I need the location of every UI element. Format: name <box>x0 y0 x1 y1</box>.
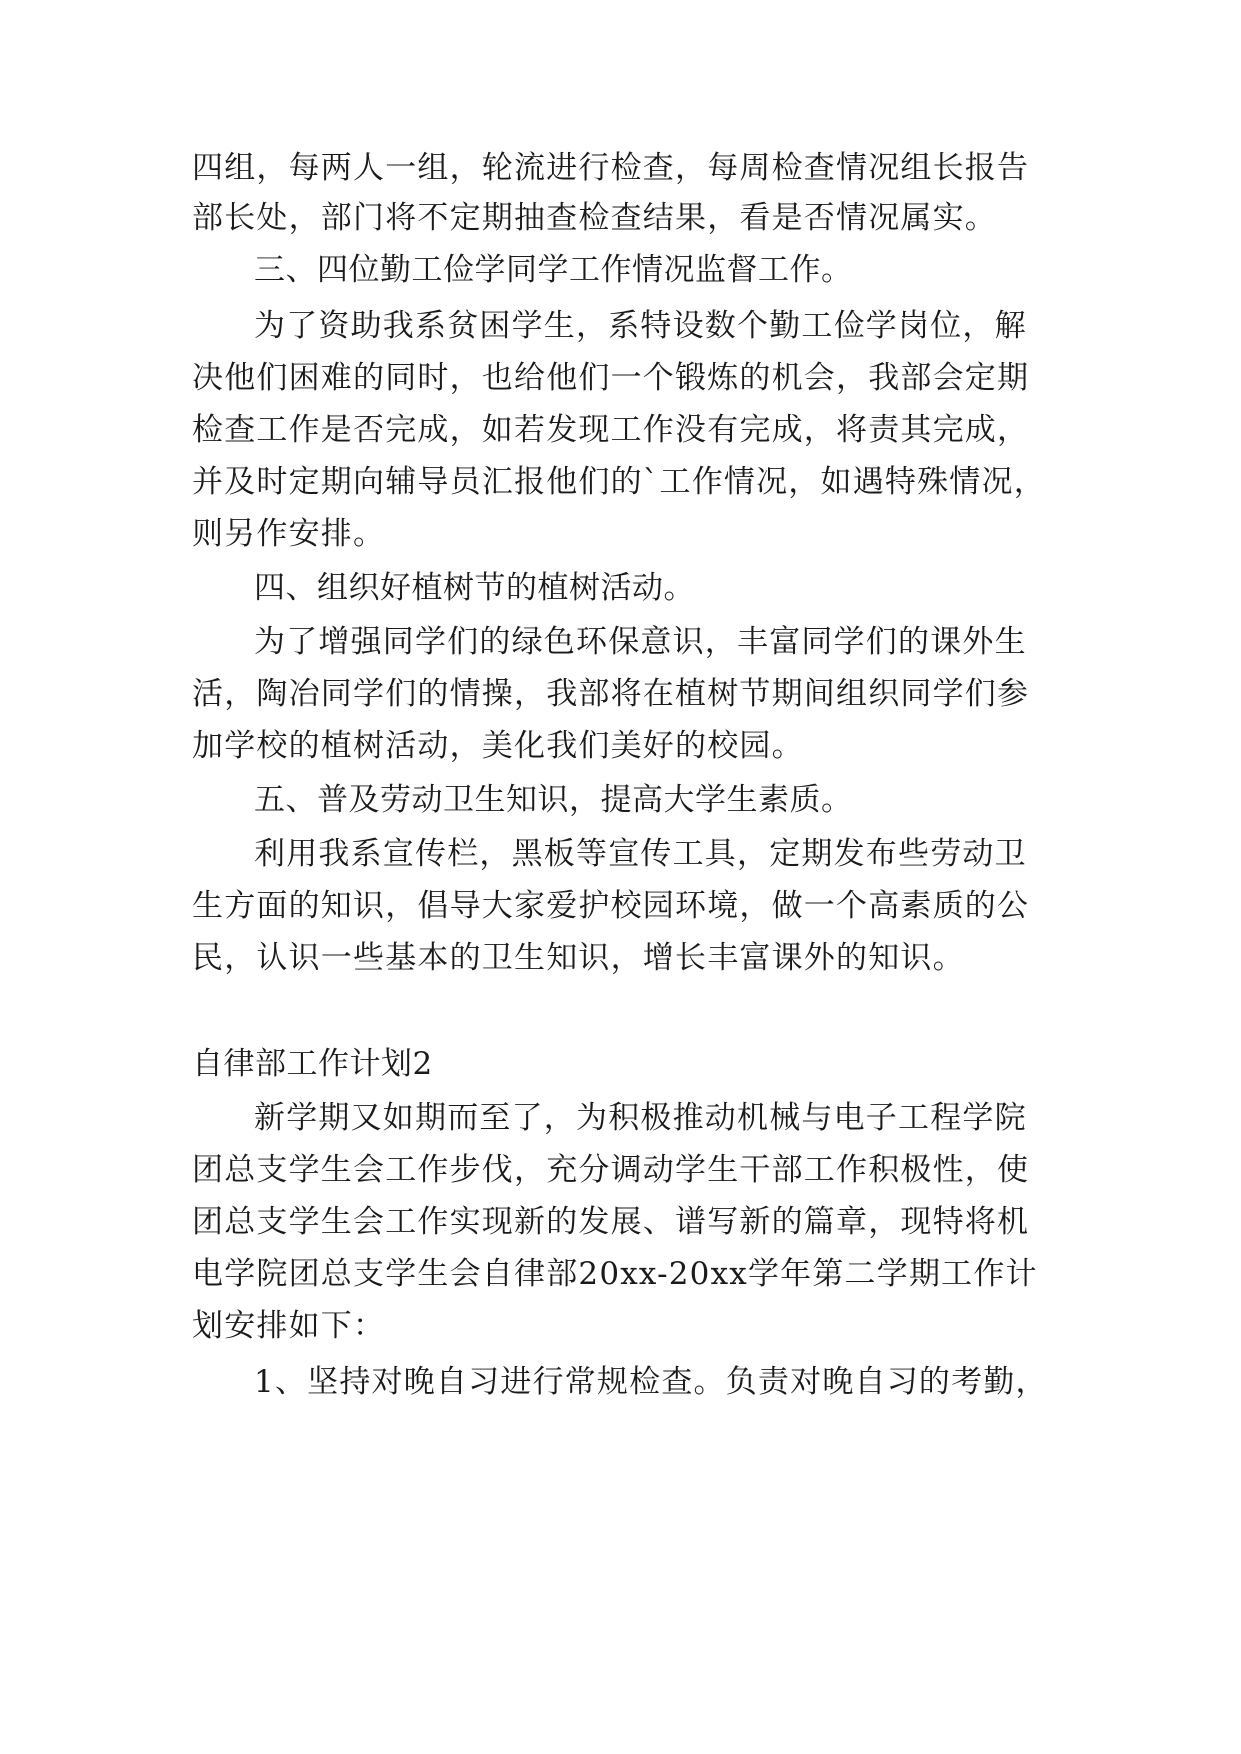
paragraph-line: 为了资助我系贫困学生，系特设数个勤工俭学岗位，解 <box>254 308 1027 344</box>
paragraph-line: 生方面的知识，倡导大家爱护校园环境，做一个高素质的公 <box>192 888 1030 924</box>
paragraph-line: 电学院团总支学生会自律部20xx-20xx学年第二学期工作计 <box>192 1256 1038 1292</box>
paragraph-line: 为了增强同学们的绿色环保意识，丰富同学们的课外生 <box>254 624 1027 660</box>
paragraph-line: 团总支学生会工作步伐，充分调动学生干部工作积极性，使 <box>192 1152 1030 1188</box>
paragraph-line: 则另作安排。 <box>192 516 386 552</box>
paragraph-line: 决他们困难的同时，也给他们一个锻炼的机会，我部会定期 <box>192 360 1030 396</box>
paragraph-line: 部长处，部门将不定期抽查检查结果，看是否情况属实。 <box>192 200 997 236</box>
paragraph-line: 加学校的植树活动，美化我们美好的校园。 <box>192 728 804 764</box>
paragraph-line: 活，陶冶同学们的情操，我部将在植树节期间组织同学们参 <box>192 676 1030 712</box>
paragraph-line: 检查工作是否完成，如若发现工作没有完成，将责其完成， <box>192 412 1030 448</box>
paragraph-line: 四组，每两人一组，轮流进行检查，每周检查情况组长报告 <box>192 150 1030 186</box>
section-heading-3: 三、四位勤工俭学同学工作情况监督工作。 <box>254 252 853 288</box>
plan-2-title: 自律部工作计划2 <box>192 1046 433 1082</box>
section-heading-4: 四、组织好植树节的植树活动。 <box>254 570 695 606</box>
paragraph-line: 利用我系宣传栏，黑板等宣传工具，定期发布些劳动卫 <box>254 836 1027 872</box>
paragraph-line: 划安排如下： <box>192 1308 386 1344</box>
paragraph-line: 民，认识一些基本的卫生知识，增长丰富课外的知识。 <box>192 940 965 976</box>
paragraph-line: 并及时定期向辅导员汇报他们的`工作情况，如遇特殊情况， <box>192 464 1046 500</box>
section-heading-5: 五、普及劳动卫生知识，提高大学生素质。 <box>254 782 853 818</box>
list-item-1: 1、坚持对晚自习进行常规检查。负责对晚自习的考勤， <box>254 1364 1048 1400</box>
paragraph-line: 团总支学生会工作实现新的发展、谱写新的篇章，现特将机 <box>192 1204 1030 1240</box>
paragraph-line: 新学期又如期而至了，为积极推动机械与电子工程学院 <box>254 1100 1027 1136</box>
